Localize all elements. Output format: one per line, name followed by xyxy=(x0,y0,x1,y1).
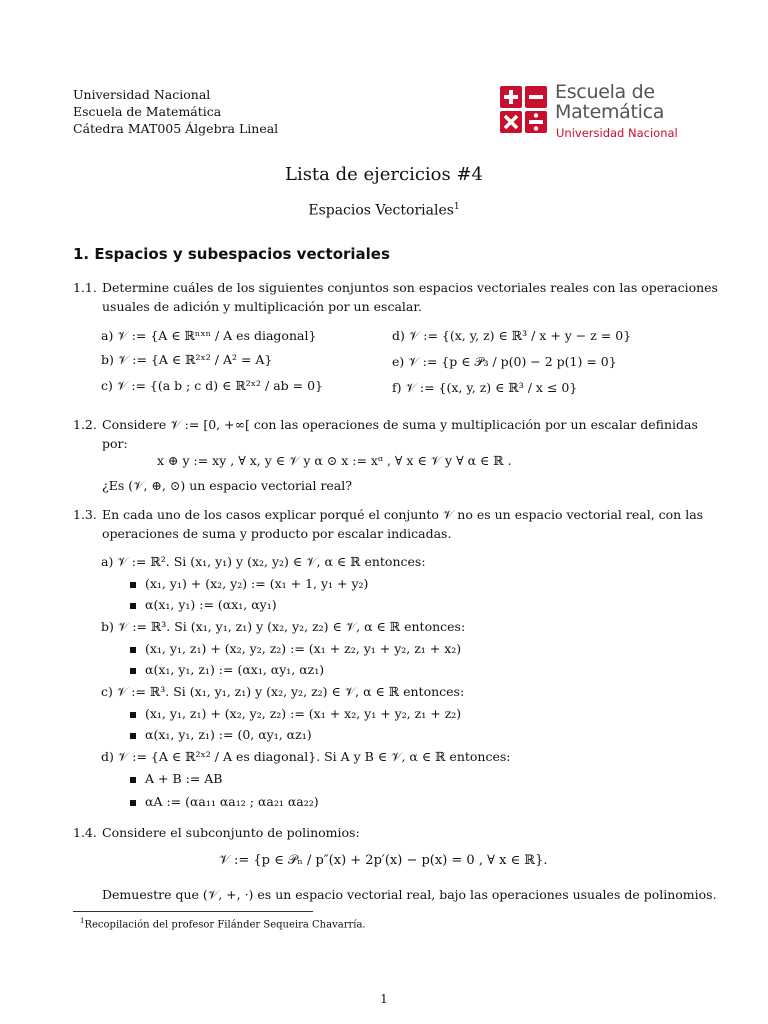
exercise-text-line: Determine cuáles de los siguientes conjuntos son espacios vectoriales reales con las operaciones xyxy=(102,280,718,295)
item-e: e) 𝒱 := {p ∈ 𝒫₃ / p(0) − 2 p(1) = 0} xyxy=(392,354,617,369)
bullet-icon xyxy=(130,800,136,806)
subtitle-text: Espacios Vectoriales xyxy=(308,202,454,219)
case-d-scalar xyxy=(130,794,319,809)
rule-text: (x₁, y₁) + (x₂, y₂) := (x₁ + 1, y₁ + y₂) xyxy=(145,576,369,591)
bullet-icon xyxy=(130,582,136,588)
page-subtitle xyxy=(0,202,768,219)
case-b-sum xyxy=(130,641,461,656)
operation-formula: x ⊕ y := xy , ∀ x, y ∈ 𝒱 y α ⊙ x := xᵅ , ∀ x ∈ 𝒱 y ∀ α ∈ ℝ . xyxy=(157,453,512,468)
case-d-header: d) 𝒱 := {A ∈ ℝ²ˣ² / A es diagonal}. Si A y B ∈ 𝒱, α ∈ ℝ entonces: xyxy=(101,749,511,764)
bullet-icon xyxy=(130,647,136,653)
case-c-header: c) 𝒱 := ℝ³. Si (x₁, y₁, z₁) y (x₂, y₂, z₂) ∈ 𝒱, α ∈ ℝ entonces: xyxy=(101,684,465,699)
case-d-sum xyxy=(130,771,222,786)
rule-text: A + B := AB xyxy=(145,771,223,786)
bullet-icon xyxy=(130,777,136,783)
item-a: a) 𝒱 := {A ∈ ℝⁿˣⁿ / A es diagonal} xyxy=(101,328,317,343)
footnote-divider xyxy=(73,911,313,912)
bullet-icon xyxy=(130,712,136,718)
case-a-header: a) 𝒱 := ℝ². Si (x₁, y₁) y (x₂, y₂) ∈ 𝒱, α ∈ ℝ entonces: xyxy=(101,554,426,569)
bullet-icon xyxy=(130,733,136,739)
exercise-number: 1.1. xyxy=(73,280,97,295)
rule-text: (x₁, y₁, z₁) + (x₂, y₂, z₂) := (x₁ + z₂, y₁ + y₂, z₁ + x₂) xyxy=(145,641,462,656)
case-a-sum xyxy=(130,576,368,591)
school-name: Escuela de Matemática xyxy=(73,104,222,119)
footnote-ref: 1 xyxy=(453,202,460,212)
exercise-number: 1.2. xyxy=(73,417,97,432)
case-b-header: b) 𝒱 := ℝ³. Si (x₁, y₁, z₁) y (x₂, y₂, z₂) ∈ 𝒱, α ∈ ℝ entonces: xyxy=(101,619,466,634)
item-c: c) 𝒱 := {(a b ; c d) ∈ ℝ²ˣ² / ab = 0} xyxy=(101,378,324,393)
case-c-sum xyxy=(130,706,461,721)
footnote-mark: 1 xyxy=(80,917,85,925)
exercise-text-line: operaciones de suma y producto por escalar indicadas. xyxy=(102,526,452,541)
footnote-text: Recopilación del profesor Filánder Sequeira Chavarría. xyxy=(84,919,366,931)
exercise-question: ¿Es (𝒱, ⊕, ⊙) un espacio vectorial real? xyxy=(102,478,352,493)
exercise-text-line: por: xyxy=(102,436,128,451)
rule-text: α(x₁, y₁, z₁) := (αx₁, αy₁, αz₁) xyxy=(145,662,325,677)
logo-title: Escuela de Matemática xyxy=(555,81,665,123)
rule-text: αA := (αa₁₁ αa₁₂ ; αa₂₁ αa₂₂) xyxy=(145,794,319,809)
item-d: d) 𝒱 := {(x, y, z) ∈ ℝ³ / x + y − z = 0} xyxy=(392,328,632,343)
case-c-scalar xyxy=(130,727,312,742)
school-logo xyxy=(498,81,683,144)
item-f: f) 𝒱 := {(x, y, z) ∈ ℝ³ / x ≤ 0} xyxy=(392,380,578,395)
rule-text: α(x₁, y₁) := (αx₁, αy₁) xyxy=(145,597,277,612)
exercise-number: 1.4. xyxy=(73,825,97,840)
exercise-text-line: usuales de adición y multiplicación por un escalar. xyxy=(102,299,422,314)
bullet-icon xyxy=(130,668,136,674)
institution-block xyxy=(73,86,278,137)
polynomial-set-formula: 𝒱 := {p ∈ 𝒫ₙ / p″(x) + 2p′(x) − p(x) = 0 , ∀ x ∈ ℝ}. xyxy=(219,853,548,868)
exercise-text-line: Demuestre que (𝒱, +, ·) es un espacio vectorial real, bajo las operaciones usuales de polinomios. xyxy=(102,887,717,902)
page-title: Lista de ejercicios #4 xyxy=(284,164,484,185)
exercise-number: 1.3. xyxy=(73,507,97,522)
section-title: 1. Espacios y subespacios vectoriales xyxy=(73,245,390,263)
case-a-scalar xyxy=(130,597,277,612)
rule-text: α(x₁, y₁, z₁) := (0, αy₁, αz₁) xyxy=(145,727,312,742)
rule-text: (x₁, y₁, z₁) + (x₂, y₂, z₂) := (x₁ + x₂, y₁ + y₂, z₁ + z₂) xyxy=(145,706,462,721)
exercise-text-line: Considere 𝒱 := [0, +∞[ con las operaciones de suma y multiplicación por un escalar definidas xyxy=(102,417,698,432)
item-b: b) 𝒱 := {A ∈ ℝ²ˣ² / A² = A} xyxy=(101,352,273,367)
footnote xyxy=(80,917,366,930)
logo-subtitle: Universidad Nacional xyxy=(556,126,678,140)
exercise-text-line: Considere el subconjunto de polinomios: xyxy=(102,825,360,840)
case-b-scalar xyxy=(130,662,324,677)
exercise-text-line: En cada uno de los casos explicar porqué el conjunto 𝒱 no es un espacio vectorial real, con las xyxy=(102,507,704,522)
page-number: 1 xyxy=(380,992,388,1006)
university-name: Universidad Nacional xyxy=(73,87,211,102)
bullet-icon xyxy=(130,603,136,609)
course-name: Cátedra MAT005 Álgebra Lineal xyxy=(73,121,279,136)
